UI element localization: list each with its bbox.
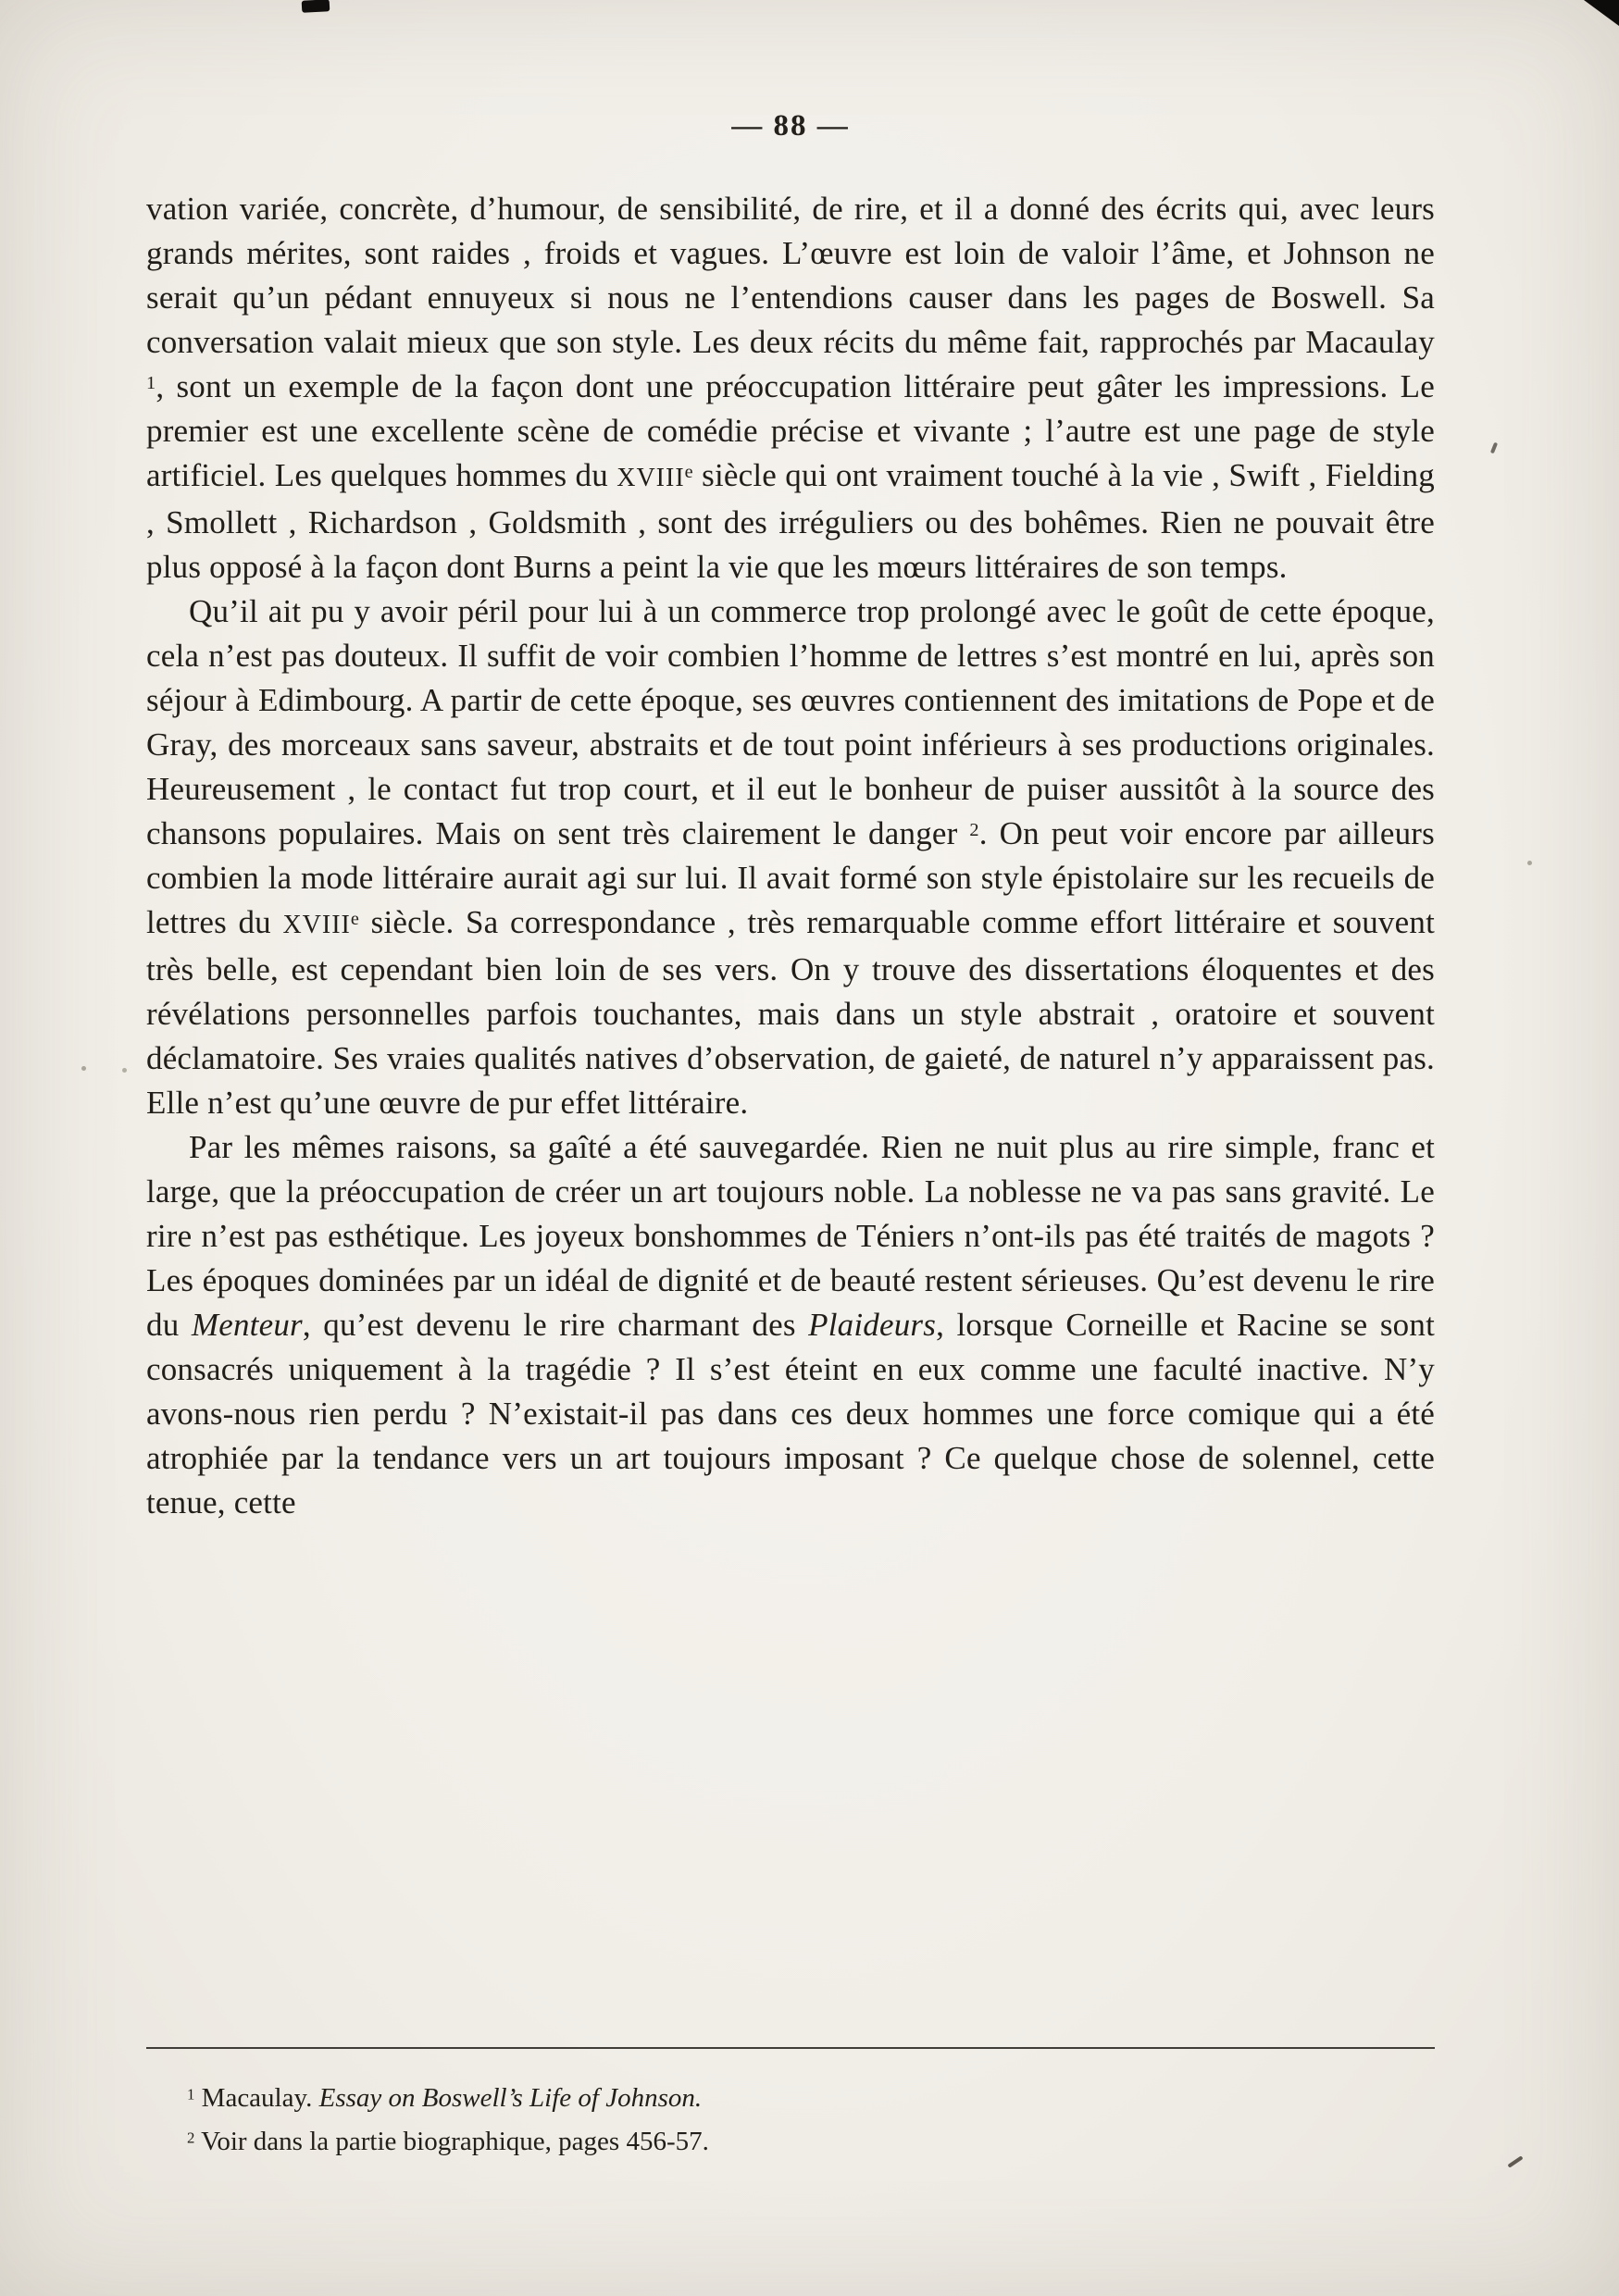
scan-artifact-top-left [302,0,330,13]
page-number-header: — 88 — [731,109,850,143]
footnote-2: $^2$ Voir dans la partie biographique, pages 456-57. [187,2127,709,2156]
scan-pen-mark-bottom-right [1507,2155,1523,2167]
footnotes [146,2077,1435,2164]
scan-speck-right-margin [1490,442,1498,454]
scan-dot-right-margin [1527,861,1532,865]
body-paragraph-1: vation variée, concrète, d’humour, de sensibilité, de rire, et il a donné des écrits qui, avec leurs grands mérites, sont raides , froids et vagues. L’œuvre est loin de valoir l’âme, et Johnson ne serait qu’un pédant ennuyeux si nous ne l’entendions causer dans les pages de Boswell. Sa conversation valait mieux que son style. Les deux récits du même fait, rapprochés par Macaulay $^1$, sont un exemple de la façon dont une préoccupation littéraire peut gâter les impressions. Le premier est une excellente scène de comédie précise et vivante ; l’autre est une page de style artificiel. Les quelques hommes du XVIIIe siècle qui ont vraiment touché à la vie , Swift , Fielding , Smollett , Richardson , Goldsmith , sont des irréguliers ou des bohêmes. Rien ne pouvait être plus opposé à la façon dont Burns a peint la vie que les mœurs littéraires de son temps. [146,191,1435,585]
footnote-divider [146,2047,1435,2049]
footnote-1: $^1$ Macaulay. Essay on Boswell’s Life of Johnson. [187,2083,703,2113]
body-paragraph-3: Par les mêmes raisons, sa gaîté a été sauvegardée. Rien ne nuit plus au rire simple, franc et large, que la préoccupation de créer un art toujours noble. La noblesse ne va pas sans gravité. Le rire n’est pas esthétique. Les joyeux bonshommes de Téniers n’ont-ils pas été traités de magots ? Les époques dominées par un idéal de dignité et de beauté restent sérieuses. Qu’est devenu le rire du Menteur, qu’est devenu le rire charmant des Plaideurs, lorsque Corneille et Racine se sont consacrés uniquement à la tragédie ? Il s’est éteint en eux comme une faculté inactive. N’y avons-nous rien perdu ? N’existait-il pas dans ces deux hommes une force comique qui a été atrophiée par la tendance vers un art toujours imposant ? Ce quelque chose de solennel, cette tenue, cette [146,1129,1436,1520]
body-paragraph-2: Qu’il ait pu y avoir péril pour lui à un commerce trop prolongé avec le goût de cette époque, cela n’est pas douteux. Il suffit de voir combien l’homme de lettres s’est montré en lui, après son séjour à Edimbourg. A partir de cette époque, ses œuvres contiennent des imitations de Pope et de Gray, des morceaux sans saveur, abstraits et de tout point inférieurs à ses productions originales. Heureusement , le contact fut trop court, et il eut le bonheur de puiser aussitôt à la source des chansons populaires. Mais on sent très clairement le danger $^2$. On peut voir encore par ailleurs combien la mode littéraire aurait agi sur lui. Il avait formé son style épistolaire sur les recueils de lettres du XVIIIe siècle. Sa correspondance , très remarquable comme effort littéraire et souvent très belle, est cependant bien loin de ses vers. On y trouve des dissertations éloquentes et des révélations personnelles parfois touchantes, mais dans un style abstrait , oratoire et souvent déclamatoire. Ses vraies qualités natives d’observation, de gaieté, de naturel n’y apparaissent pas. Elle n’est qu’une œuvre de pur effet littéraire. [146,593,1435,1121]
scan-dot-left-margin-2 [122,1068,127,1073]
text-block [146,187,1435,1525]
scan-artifact-top-right-corner [1584,0,1619,26]
scan-dot-left-margin-1 [81,1066,86,1071]
